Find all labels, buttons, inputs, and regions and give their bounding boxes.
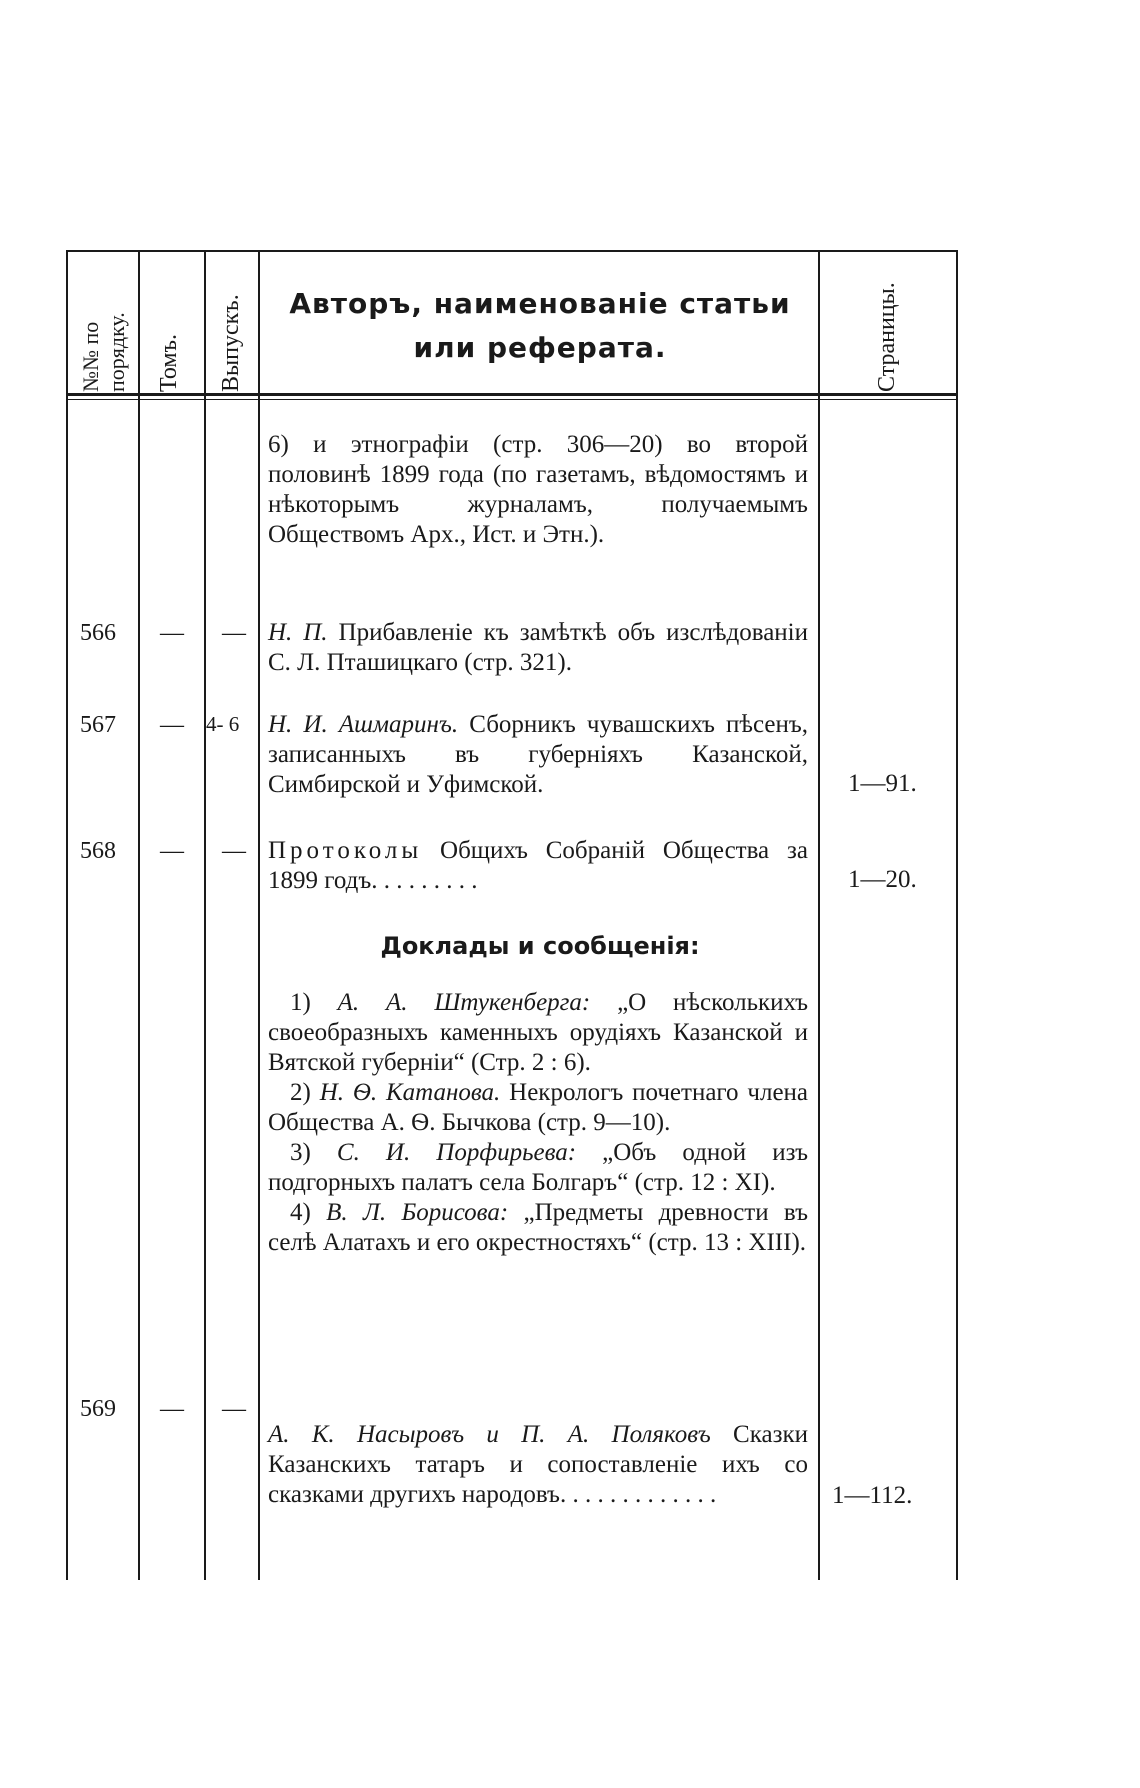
top-rule xyxy=(66,250,958,252)
row-issue: 4- 6 xyxy=(206,712,240,736)
report-text: Некрологъ почетнаго члена Общества А. Ѳ. Бычкова (стр. 9—10). xyxy=(268,1079,809,1136)
row-text: Прибавленіе къ замѣткѣ объ изслѣдованіи С. Л. Пташицкаго (стр. 321). xyxy=(268,619,809,676)
header-rule xyxy=(66,393,958,396)
report-author: Н. Ѳ. Катанова. xyxy=(319,1079,501,1106)
section-title: Доклады и сообщенія: xyxy=(380,932,700,960)
report-item xyxy=(268,988,808,1078)
col-divider-1 xyxy=(138,250,140,1580)
row-entry xyxy=(268,1420,808,1510)
row-volume: — xyxy=(160,838,184,864)
header-number: №№ по порядку. xyxy=(78,312,129,392)
row-entry xyxy=(268,836,808,896)
row-text: Сказки Казанскихъ татаръ и сопоставленіе ихъ со сказками другихъ народовъ. . . . . . . . . . . . . xyxy=(268,1421,808,1508)
report-number: 2) xyxy=(290,1079,311,1106)
row-author: Н. П. xyxy=(268,619,328,646)
header-volume: Томъ. xyxy=(156,334,182,392)
row-pages: 1—91. xyxy=(848,770,917,797)
report-item xyxy=(268,1078,808,1138)
report-item xyxy=(268,1138,808,1198)
col-divider-4 xyxy=(818,250,820,1580)
col-divider-2 xyxy=(204,250,206,1580)
row-number: 567 xyxy=(80,712,116,738)
report-number: 1) xyxy=(290,989,311,1016)
row-entry xyxy=(268,618,808,678)
row-issue: — xyxy=(222,620,246,646)
continuation-text: 6) и этнографіи (стр. 306—20) во второй половинѣ 1899 года (по газетамъ, вѣдомостямъ и нѣкоторымъ журналамъ, получаемымъ Обществомъ Арх., Ист. и Этн.). xyxy=(268,431,808,548)
row-text: Общихъ Собраній Общества за 1899 годъ. . . . . . . . . xyxy=(268,837,808,894)
left-border xyxy=(66,250,68,1580)
row-entry xyxy=(268,710,808,800)
report-text: „О нѣсколькихъ своеобразныхъ каменныхъ орудіяхъ Казанской и Вятской губерніи“ (Стр. 2 : 6). xyxy=(268,989,809,1076)
row-author: Н. И. Ашмаринъ. xyxy=(268,711,459,738)
report-number: 3) xyxy=(290,1139,311,1166)
row-number: 566 xyxy=(80,620,116,646)
report-number: 4) xyxy=(290,1199,311,1226)
row-pages: 1—20. xyxy=(848,866,917,893)
header-rule-2 xyxy=(66,399,958,400)
right-border xyxy=(956,250,958,1580)
report-author: С. И. Порфирьева: xyxy=(336,1139,577,1166)
row-volume: — xyxy=(160,1396,184,1422)
row-author: А. К. Насыровъ и П. А. Поляковъ xyxy=(268,1421,711,1448)
header-title: Авторъ, наименованіе статьи или реферата. xyxy=(289,287,791,364)
header-pages: Страницы. xyxy=(874,282,900,392)
report-item xyxy=(268,1198,808,1258)
row-number: 568 xyxy=(80,838,116,864)
report-author: А. А. Штукенберга: xyxy=(337,989,591,1016)
row-number: 569 xyxy=(80,1396,116,1422)
report-text: „Предметы древности въ селѣ Алатахъ и его окрестностяхъ“ (стр. 13 : XIII). xyxy=(268,1199,809,1256)
row-issue: — xyxy=(222,838,246,864)
row-issue: — xyxy=(222,1396,246,1422)
header-issue: Выпускъ. xyxy=(218,294,244,392)
row-pages: 1—112. xyxy=(832,1482,913,1509)
col-divider-3 xyxy=(258,250,260,1580)
report-text: „Объ одной изъ подгорныхъ палатъ села Болгаръ“ (стр. 12 : XI). xyxy=(268,1139,808,1196)
reports-list xyxy=(268,988,808,1258)
row-volume: — xyxy=(160,712,184,738)
row-volume: — xyxy=(160,620,184,646)
row-text: Сборникъ чувашскихъ пѣсенъ, записанныхъ въ губерніяхъ Казанской, Симбирской и Уфимской. xyxy=(268,711,808,798)
row-text-spaced: Протоколы xyxy=(268,837,423,864)
report-author: В. Л. Борисова: xyxy=(326,1199,509,1226)
